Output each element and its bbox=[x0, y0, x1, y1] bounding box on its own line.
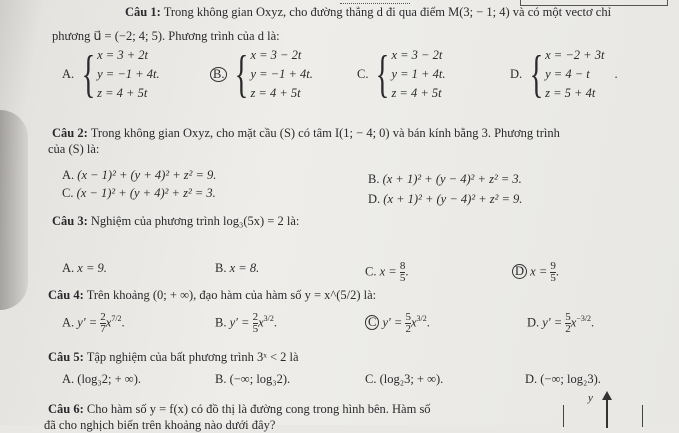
option-label: A. bbox=[62, 67, 75, 81]
q3-text: Nghiệm của phương trình log₃(5x) = 2 là: bbox=[90, 214, 300, 228]
q1-line2: phương u⃗ = (−2; 4; 5). Phương trình của d là: bbox=[52, 29, 280, 43]
q2-option-b[interactable]: B. (x + 1)² + (y − 4)² + z² = 3. bbox=[368, 172, 522, 186]
q3-option-a[interactable] bbox=[62, 261, 107, 276]
q5-label: Câu 5: bbox=[48, 350, 84, 364]
q1-option-a[interactable] bbox=[62, 45, 160, 103]
brace-icon: { bbox=[529, 45, 544, 103]
q4-options bbox=[62, 306, 662, 336]
brace-icon: { bbox=[235, 45, 249, 103]
q1-label: Câu 1: bbox=[125, 5, 161, 19]
q2-label: Câu 2: bbox=[52, 126, 88, 140]
equation-row: z = 5 + 4t bbox=[545, 86, 596, 100]
option-label: B. bbox=[215, 261, 227, 275]
q3-option-c[interactable]: C. x = $\frac{8}{5}$ . bbox=[365, 260, 409, 284]
equation-row: y = 1 + 4t. bbox=[391, 67, 446, 81]
option-label: D. bbox=[527, 315, 540, 330]
q5-text: Tập nghiệm của bất phương trình 3ˣ < 2 là bbox=[86, 350, 299, 364]
q3-label: Câu 3: bbox=[52, 214, 88, 228]
q4-option-d[interactable]: D. y′ = $\frac{5}{2}$ $x^{-3/2}$. bbox=[527, 311, 595, 335]
brace-icon: { bbox=[376, 45, 390, 103]
q2-text: Trong không gian Oxyz, cho mặt cầu (S) có tâm I(1; − 4; 0) và bán kính bằng 3. Phương trình bbox=[90, 126, 560, 140]
exponent: −3/2 bbox=[576, 314, 592, 324]
fraction: $\frac{9}{5}$ bbox=[550, 260, 556, 284]
fraction: $\frac{8}{5}$ bbox=[399, 260, 406, 284]
option-label: D bbox=[512, 264, 527, 279]
graph-y-axis bbox=[606, 398, 608, 428]
fraction: $\frac{5}{2}$ bbox=[565, 311, 571, 335]
q4-option-b[interactable]: B. y′ = $\frac{2}{5}$ $x^{3/2}$. bbox=[215, 311, 277, 335]
q4-text: Trên khoảng (0; + ∞), đạo hàm của hàm số y = x^(5/2) là: bbox=[86, 288, 377, 302]
option-text: x = 9. bbox=[77, 261, 107, 275]
q2-option-a[interactable]: A. (x − 1)² + (y + 4)² + z² = 9. bbox=[62, 168, 217, 182]
option-label: D. bbox=[510, 67, 523, 81]
equation-row: z = 4 + 5t bbox=[250, 86, 301, 100]
exponent: 3/2 bbox=[263, 314, 274, 324]
q1-option-d[interactable] bbox=[510, 45, 618, 103]
graph-asymptote bbox=[563, 405, 564, 427]
equation-row: x = 3 − 2t bbox=[391, 48, 443, 62]
q2-option-d[interactable]: D. (x + 1)² + (y − 4)² + z² = 9. bbox=[368, 192, 523, 206]
q4-option-c[interactable]: C y′ = $\frac{5}{2}$ $x^{3/2}$. bbox=[365, 312, 430, 335]
option-prefix: y′ = bbox=[542, 315, 566, 330]
q1-option-b[interactable] bbox=[210, 45, 313, 103]
graph-asymptote bbox=[642, 405, 643, 427]
equation-row: z = 4 + 5t bbox=[97, 86, 148, 100]
q1-option-c[interactable] bbox=[357, 45, 446, 103]
option-label: C. bbox=[357, 67, 369, 81]
q2-line2: của (S) là: bbox=[48, 142, 100, 156]
q6-label: Câu 6: bbox=[48, 402, 84, 416]
exponent: 3/2 bbox=[416, 314, 427, 324]
q6-line2: đã cho nghịch biến trên khoảng nào dưới đây? bbox=[44, 418, 276, 432]
q3-options bbox=[62, 255, 662, 285]
option-label: B. bbox=[215, 315, 227, 330]
option-prefix: x = bbox=[379, 264, 400, 279]
option-label: A. bbox=[62, 315, 75, 330]
finger-shadow bbox=[0, 110, 28, 310]
q3-option-d[interactable]: D x = $\frac{9}{5}$ . bbox=[512, 261, 559, 284]
option-prefix: x = bbox=[530, 264, 551, 279]
option-label: A. bbox=[62, 261, 75, 275]
q4-label: Câu 4: bbox=[48, 288, 84, 302]
q4-question bbox=[48, 288, 376, 303]
q6-text: Cho hàm số y = f(x) có đồ thị là đường cong trong hình bên. Hàm số bbox=[86, 402, 431, 416]
equation-row: y = −1 + 4t. bbox=[250, 67, 313, 81]
option-label: C. bbox=[365, 264, 377, 279]
option-label: C bbox=[365, 315, 379, 330]
q5-question bbox=[48, 350, 299, 365]
q5-option-d[interactable]: D. (−∞; log₂3). bbox=[525, 372, 601, 386]
option-prefix: y′ = bbox=[229, 315, 253, 330]
equation-row: x = −2 + 3t bbox=[545, 48, 605, 62]
option-prefix: y′ = bbox=[77, 315, 101, 330]
dotted-line bbox=[340, 3, 410, 4]
option-prefix: y′ = bbox=[382, 315, 406, 330]
q6-line1 bbox=[48, 402, 431, 417]
fraction: $\frac{5}{2}$ bbox=[405, 311, 411, 335]
q1-line1 bbox=[125, 5, 611, 20]
brace-icon: { bbox=[81, 45, 96, 103]
graph-y-label: y bbox=[588, 392, 593, 404]
q5-option-b[interactable]: B. (−∞; log₃2). bbox=[215, 372, 291, 386]
q3-option-b[interactable] bbox=[215, 261, 259, 276]
q1-text: Trong không gian Oxyz, cho đường thẳng d đi qua điểm M(3; − 1; 4) và có một vectơ chỉ bbox=[163, 5, 612, 19]
equation-row: x = 3 + 2t bbox=[97, 48, 149, 62]
fraction: $\frac{2}{5}$ bbox=[252, 311, 259, 335]
q5-option-c[interactable]: C. (log₂3; + ∞). bbox=[365, 372, 444, 386]
fraction: $\frac{2}{7}$ bbox=[100, 311, 106, 335]
equation-row: y = 4 − t bbox=[545, 67, 590, 81]
q3-question bbox=[52, 214, 299, 229]
q2-option-c[interactable]: C. (x − 1)² + (y + 4)² + z² = 3. bbox=[62, 186, 216, 200]
equation-row: z = 4 + 5t bbox=[391, 86, 442, 100]
equation-row: x = 3 − 2t bbox=[250, 48, 302, 62]
equation-row: y = −1 + 4t. bbox=[97, 67, 160, 81]
option-label: B. bbox=[210, 67, 227, 82]
q4-option-a[interactable]: A. y′ = $\frac{2}{7}$ $x^{7/2}$. bbox=[62, 311, 125, 335]
q5-option-a[interactable]: A. (log₃2; + ∞). bbox=[62, 372, 141, 386]
suffix: . bbox=[614, 67, 618, 81]
option-text: x = 8. bbox=[229, 261, 260, 275]
exponent: 7/2 bbox=[111, 314, 122, 324]
q2-line1 bbox=[52, 126, 560, 141]
